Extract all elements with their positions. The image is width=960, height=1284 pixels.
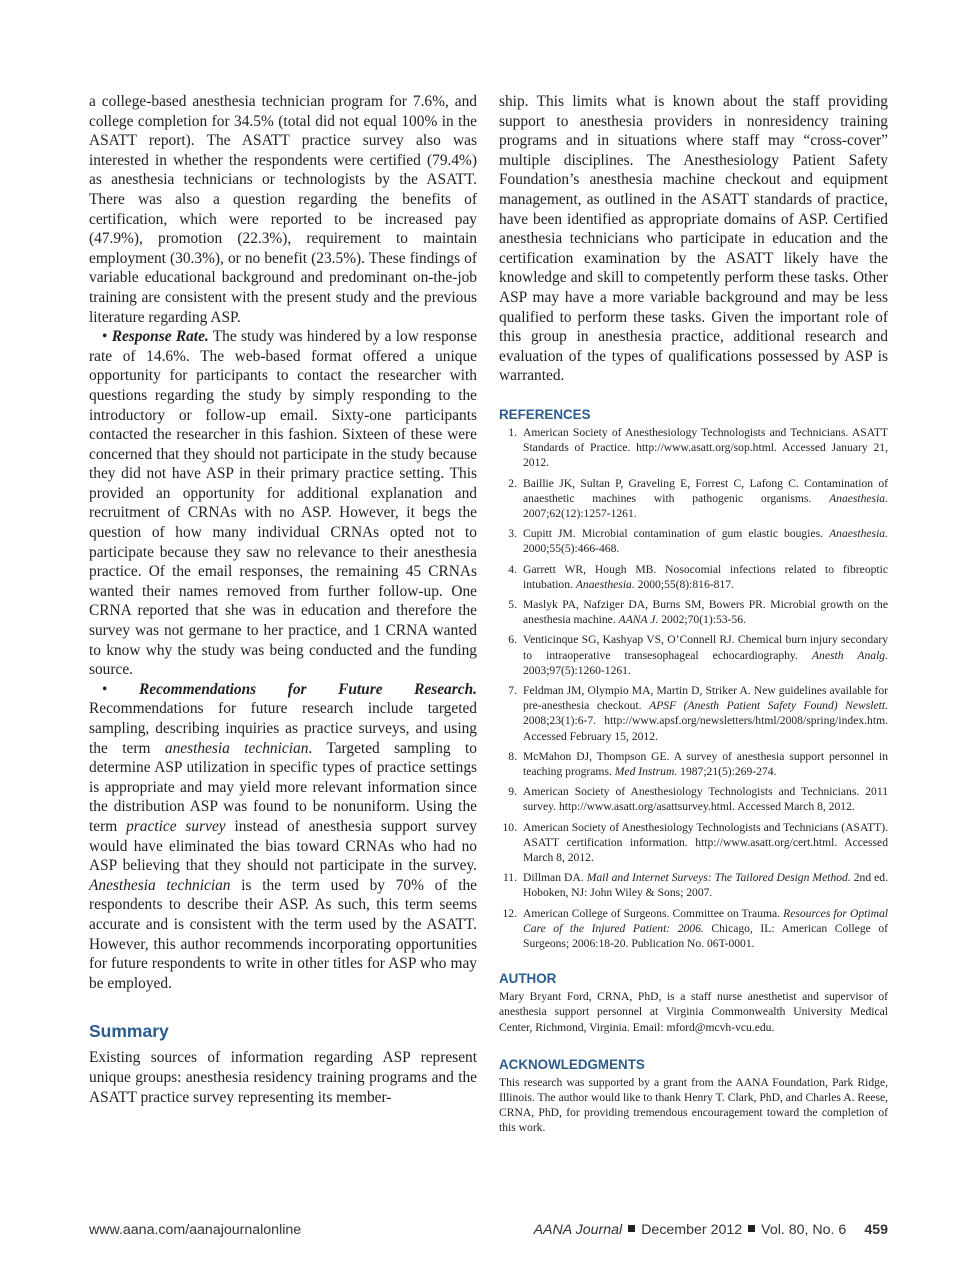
term-practice-survey: practice survey <box>126 817 226 835</box>
reference-text: American Society of Anesthesiology Technologists and Technicians. ASATT Standards of Practice. http://www.asatt.org/sop.html. Accessed January 21, 2012. <box>523 425 888 470</box>
right-body <box>499 92 888 386</box>
reference-text: 2000;55(8):816-817. <box>634 577 734 591</box>
reference-source: Med Instrum. <box>614 764 678 778</box>
acknowledgments-heading: ACKNOWLEDGMENTS <box>499 1056 645 1072</box>
term-anesthesia-technician: anesthesia technician <box>164 739 309 757</box>
reference-item <box>499 784 888 814</box>
acknowledgments-text: This research was supported by a grant from the AANA Foundation, Park Ridge, Illinois. The author would like to thank Henry T. Clark, PhD, and Charles A. Reese, CRNA, PhD, for providing tremendous encouragement toward the completion of this work. <box>499 1075 888 1135</box>
reference-number: 7. <box>508 683 517 697</box>
bullet: • <box>102 680 108 698</box>
recommendations-text: is the term used by 70% of the respondents to describe their ASP. As such, this term seems accurate and is consistent with the term used by the ASATT. However, this author recommends incorporating opportunities for future respondents to write in other titles for ASP who may be employed. <box>89 876 477 992</box>
separator-square <box>628 1225 635 1232</box>
footer-volume: Vol. 80, No. 6 <box>761 1222 847 1238</box>
footer-journal: AANA Journal <box>533 1222 623 1238</box>
response-rate-label: Response Rate. <box>111 328 209 346</box>
reference-text: Dillman DA. <box>523 871 587 885</box>
reference-item <box>499 820 888 866</box>
reference-text: 1987;21(5):269-274. <box>677 764 777 778</box>
reference-text: 2nd ed. Hoboken, NJ: John Wiley & Sons; 2007. <box>523 871 889 900</box>
reference-text: 2007;62(12):1257-1261. <box>523 506 637 520</box>
references-section <box>499 407 888 951</box>
reference-item <box>499 906 888 952</box>
recommendations-label: Recommendations for Future Research. <box>138 680 477 698</box>
reference-number: 5. <box>508 597 517 611</box>
footer-citation <box>534 1222 888 1238</box>
summary-heading: Summary <box>89 1021 169 1042</box>
footer-date: December 2012 <box>641 1222 743 1238</box>
reference-text: Chicago, IL: American College of Surgeons; 2006:18-20. Publication No. 06T-0001. <box>523 921 888 950</box>
reference-number: 12. <box>502 906 517 920</box>
left-column <box>89 92 477 1107</box>
reference-number: 6. <box>508 633 517 647</box>
left-body <box>89 92 477 993</box>
paragraph-asatt-findings: a college-based anesthesia technician program for 7.6%, and college completion for 34.5% (total did not equal 100% in the ASATT report). The ASATT practice survey also was interested in whether the respondents were certified (79.4%) as anesthesia technicians or technologists by the ASATT. There was also a question regarding the benefits of certification, which were reported to be increased pay (47.9%), promotion (22.3%), requirement to maintain employment (30.3%), or no benefit (23.5%). These findings of variable educational background and predominant on-the-job training are consistent with the present study and the previous literature regarding ASP. <box>89 93 477 326</box>
reference-item <box>499 632 888 678</box>
reference-text: Venticinque SG, Kashyap VS, O’Connell RJ. Chemical burn injury secondary to intraoperative transesophageal echocardiography. <box>523 633 888 662</box>
acknowledgments-section <box>499 1057 888 1136</box>
reference-item <box>499 683 888 744</box>
reference-number: 3. <box>508 527 517 541</box>
reference-source: AANA J. <box>618 613 659 627</box>
reference-number: 2. <box>508 476 517 490</box>
references-list <box>499 425 888 951</box>
paragraph-recommendations <box>89 680 477 994</box>
term-anesthesia-technician-2: Anesthesia technician <box>89 876 231 894</box>
reference-text: American Society of Anesthesiology Technologists and Technicians (ASATT). ASATT certification information. http://www.asatt.org/cert.html. Accessed March 8, 2012. <box>523 820 888 864</box>
summary-text: Existing sources of information regarding ASP represent unique groups: anesthesia residency training programs and the ASATT practice survey representing its member- <box>89 1049 477 1106</box>
reference-text: 2008;23(1):6-7. http://www.apsf.org/newsletters/html/2008/spring/index.htm. Accessed February 15, 2012. <box>523 714 888 743</box>
response-rate-text: The study was hindered by a low response rate of 14.6%. The web-based format offered a unique opportunity for participants to contact the researcher with questions regarding the study by simply responding to the introductory or follow-up email. Sixty-one participants contacted the researcher in this fashion. Sixteen of these were concerned that they should not participate in the study because they did not have ASP in their primary practice setting. This provided an opportunity for additional explanation and recruitment of CRNAs with no ASP. However, it begs the question of how many individual CRNAs opted not to participate because they saw no relevance to their anesthesia practice. Of the email responses, the remaining 45 CRNAs wanted their names removed from further follow-up. One CRNA reported that she was in education and therefore the survey was not germane to her practice, and 1 CRNA wanted to know why the study was being conducted and the funding source. <box>89 328 477 679</box>
reference-source: Mail and Internet Surveys: The Tailored Design Method. <box>586 871 851 885</box>
reference-item <box>499 425 888 471</box>
author-section <box>499 971 888 1035</box>
reference-text: American Society of Anesthesiology Technologists and Technicians. 2011 survey. http://www.asatt.org/asattsurvey.html. Accessed March 8, 2012. <box>523 785 888 814</box>
reference-text: Garrett WR, Hough MB. Nosocomial infections related to fibreoptic intubation. <box>523 562 888 591</box>
reference-text: 2002;70(1):53-56. <box>658 613 746 627</box>
reference-item <box>499 597 888 627</box>
reference-item <box>499 526 888 556</box>
reference-source: Anaesthesia. <box>829 491 888 505</box>
recommendations-text: Recommendations for future research include targeted sampling, describing inquiries as practice surveys, and using the term <box>89 700 477 757</box>
reference-text: Maslyk PA, Nafziger DA, Burns SM, Bowers PR. Microbial growth on the anesthesia machine. <box>523 597 888 627</box>
page-number: 459 <box>864 1222 888 1238</box>
separator-square <box>748 1225 755 1232</box>
reference-item <box>499 749 888 779</box>
reference-number: 8. <box>508 749 517 763</box>
footer-url[interactable]: www.aana.com/aanajournalonline <box>89 1222 302 1238</box>
paragraph-response-rate <box>89 327 477 680</box>
reference-number: 1. <box>508 425 517 439</box>
recommendations-text: . Targeted sampling to determine ASP utilization in specific types of practice settings is appropriate and may yield more relevant information since the distribution ASP was found to be nonuniform. Using the term <box>89 739 477 835</box>
reference-text: Cupitt JM. Microbial contamination of gum elastic bougies. <box>523 527 830 541</box>
right-column <box>499 92 888 1136</box>
reference-text: American College of Surgeons. Committee on Trauma. <box>523 906 784 920</box>
reference-number: 11. <box>502 871 517 885</box>
reference-number: 9. <box>508 785 517 799</box>
reference-item <box>499 870 888 900</box>
references-heading: REFERENCES <box>499 406 591 422</box>
reference-source: Anaesthesia. <box>575 577 635 591</box>
summary-body <box>89 1048 477 1107</box>
recommendations-text: instead of anesthesia support survey would have eliminated the bias toward CRNAs who had no ASP believing that they should not participate in the survey. <box>89 817 477 875</box>
author-text: Mary Bryant Ford, CRNA, PhD, is a staff nurse anesthetist and supervisor of anesthesia support personnel at Virginia Commonwealth University Medical Center, Richmond, Virginia. Email: mford@mcvh-vcu.edu. <box>499 990 888 1034</box>
reference-source: Resources for Optimal Care of the Injured Patient: 2006. <box>523 906 888 935</box>
reference-source: Anaesthesia. <box>829 527 888 541</box>
reference-source: APSF (Anesth Patient Safety Found) Newslett. <box>649 699 888 713</box>
reference-text: 2000;55(5):466-468. <box>523 542 620 556</box>
reference-text: Baillie JK, Sultan P, Graveling E, Forrest C, Lafong C. Contamination of anaesthetic machines with pathogenic organisms. <box>523 476 888 505</box>
reference-number: 4. <box>508 562 517 576</box>
reference-number: 10. <box>502 820 517 834</box>
author-heading: AUTHOR <box>499 971 557 987</box>
bullet: • <box>102 328 108 346</box>
paragraph-continuation: ship. This limits what is known about the staff providing support to anesthesia providers in nonresidency training programs and in situations where staff may “cross-cover” multiple disciplines. The Anesthesiology Patient Safety Foundation’s anesthesia machine checkout and equipment management, as outlined in the ASATT standards of practice, have been identified as appropriate domains of ASP. Certified anesthesia technicians who participate in education and the certification examination by the ASATT likely have the knowledge and skill to competently perform these tasks. Other ASP may have a more variable background and may be less qualified to perform these tasks. Given the important role of this group in anesthesia practice, additional research and evaluation of the types of qualifications possessed by ASP is warranted. <box>499 93 888 385</box>
page-footer <box>89 1222 888 1242</box>
reference-item <box>499 562 888 592</box>
reference-text: 2003;97(5):1260-1261. <box>523 663 631 677</box>
reference-source: Anesth Analg. <box>811 648 888 662</box>
reference-item <box>499 476 888 522</box>
reference-text: McMahon DJ, Thompson GE. A survey of anesthesia support personnel in teaching programs. <box>523 749 888 778</box>
reference-text: Feldman JM, Olympio MA, Martin D, Striker A. New guidelines available for pre-anesthesia checkout. <box>523 683 888 713</box>
